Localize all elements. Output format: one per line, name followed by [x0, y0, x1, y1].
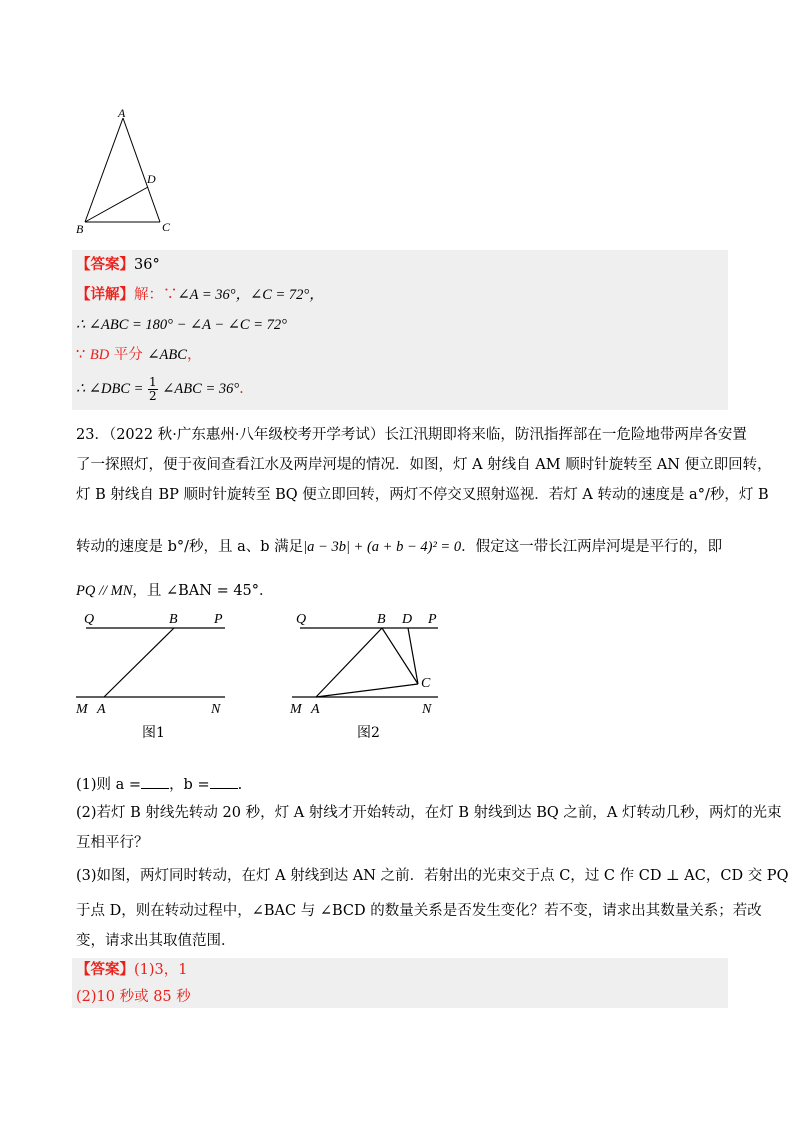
fig1-label-N: N: [211, 702, 221, 717]
answer2-line-1: 【答案】(1)3，1: [76, 961, 188, 978]
detail-line-2: ∴ ∠ABC = 180° − ∠A − ∠C = 72°: [76, 317, 287, 333]
blank-b[interactable]: [210, 776, 238, 789]
question-2-line-1: (2)若灯 B 射线先转动 20 秒，灯 A 射线才开始转动，在灯 B 射线到达 BQ 之前，A 灯转动几秒，两灯的光束: [76, 805, 782, 821]
detail-line-4: ∴ ∠DBC = $\frac{1}{2}$ ∠ABC = 36°.: [76, 375, 244, 403]
fig2-label-M: M: [290, 702, 302, 717]
fig1-label-M: M: [76, 702, 88, 717]
label-C-top: C: [162, 220, 171, 234]
fig1-label-B: B: [169, 612, 178, 627]
question-1: (1)则 a = ，b = .: [76, 777, 243, 793]
problem-line-1: 23．（2022 秋·广东惠州·八年级校考开学考试）长江汛期即将来临，防汛指挥部在一危险地带两岸各安置: [76, 427, 747, 443]
fig2-label-C: C: [421, 676, 431, 691]
answer-line-1: 【答案】36°: [76, 256, 160, 273]
fig1-label-A: A: [97, 702, 106, 717]
problem-line-2: 了一探照灯，便于夜间查看江水及两岸河堤的情况．如图，灯 A 射线自 AM 顺时针旋转至 AN 便立即回转，: [76, 457, 772, 473]
question-3-line-1: (3)如图，两灯同时转动，在灯 A 射线到达 AN 之前．若射出的光束交于点 C，过 C 作 CD ⊥ AC，CD 交 PQ: [76, 868, 789, 884]
fig2-caption: 图2: [357, 725, 380, 741]
fig1-label-P: P: [214, 612, 223, 627]
fig2-label-Q: Q: [296, 612, 307, 627]
label-D-top: D: [147, 172, 156, 186]
question-3-line-3: 变，请求出其取值范围．: [76, 933, 236, 949]
question-2-line-2: 互相平行？: [76, 835, 149, 851]
blank-a[interactable]: [141, 776, 169, 789]
problem-line-5: PQ // MN，且 ∠BAN = 45°．: [76, 583, 274, 599]
problem-line-4: 转动的速度是 b°/秒，且 a、b 满足|a − 3b| + (a + b − 4)² = 0．假定这一带长江两岸河堤是平行的，即: [76, 539, 723, 555]
label-B-top: B: [76, 222, 84, 236]
fig2-label-D: D: [402, 612, 413, 627]
fig2-label-N: N: [422, 702, 432, 717]
fig2-label-P: P: [428, 612, 437, 627]
question-3-line-2: 于点 D，则在转动过程中，∠BAC 与 ∠BCD 的数量关系是否发生变化？若不变，请求出其数量关系；若改: [76, 903, 762, 919]
fig1-caption: 图1: [142, 725, 165, 741]
triangle-figure: [70, 104, 180, 238]
problem-line-3: 灯 B 射线自 BP 顺时针旋转至 BQ 便立即回转，两灯不停交叉照射巡视．若灯 A 转动的速度是 a°/秒，灯 B: [76, 487, 769, 503]
label-A-top: A: [118, 106, 126, 120]
detail-line-3: ∵ BD 平分 ∠ABC，: [76, 347, 202, 363]
answer2-line-2: (2)10 秒或 85 秒: [76, 989, 191, 1005]
fig1-label-Q: Q: [84, 612, 95, 627]
fig2-label-B: B: [377, 612, 386, 627]
fig2-label-A: A: [311, 702, 320, 717]
detail-line-1: 【详解】解：∵∠A = 36°，∠C = 72°，: [76, 286, 324, 303]
